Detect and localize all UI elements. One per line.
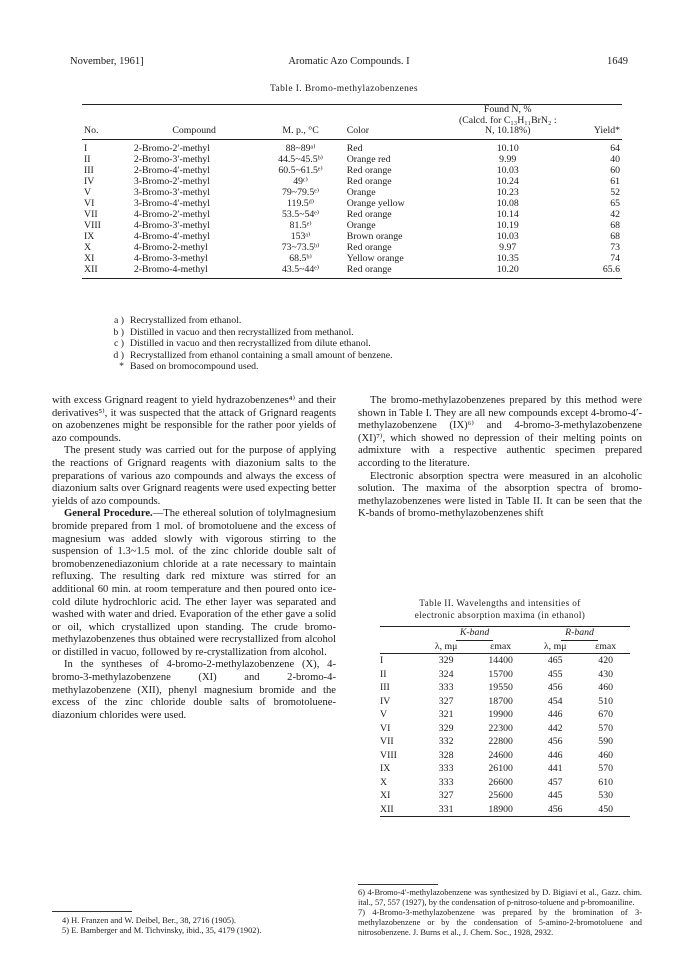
note-marker: b ) xyxy=(113,326,124,338)
header-yield: Yield* xyxy=(593,125,620,136)
paragraph: In the syntheses of 4-bromo-2-methylazobenzene (X), 4-bromo-3-methylazobenzene (XI) and 2-bromo-4-methylazobenzene (XII), phenyl magnesium bromide and the excess of the zinc chloride double salts of bromotoluene-diazonium chlorides were used. xyxy=(52,659,336,721)
cell-no: VI xyxy=(84,197,95,209)
cell-compound-no: VII xyxy=(380,736,394,747)
cell-k-e: 15700 xyxy=(488,668,513,680)
cell-compound-no: XI xyxy=(380,790,391,801)
cell-no: VIII xyxy=(84,219,101,231)
r-emax-header: εmax xyxy=(595,641,617,652)
left-column xyxy=(52,395,336,722)
cell-k-e: 19550 xyxy=(488,682,513,693)
running-head xyxy=(70,56,628,70)
cell-compound: 4-Bromo-2-methyl xyxy=(133,241,208,253)
cell-compound-no: V xyxy=(380,709,388,720)
table-row xyxy=(380,654,630,668)
note-text: Recrystallized from ethanol. xyxy=(130,315,242,326)
cell-no: IV xyxy=(84,175,95,187)
cell-no: IX xyxy=(84,230,95,242)
cell-mp: 153ᵃ⁾ xyxy=(290,230,311,242)
cell-no: XI xyxy=(84,252,95,264)
header-found-line1: Found N, % xyxy=(483,104,532,115)
cell-yield: 68 xyxy=(610,219,620,231)
cell-r-e: 450 xyxy=(598,803,613,815)
cell-yield: 42 xyxy=(610,208,620,220)
cell-found-n: 10.19 xyxy=(496,219,519,231)
cell-mp: 79~79.5ᵉ⁾ xyxy=(282,186,320,198)
footnotes-left xyxy=(62,916,261,936)
header-compound: Compound xyxy=(172,125,216,136)
cell-color: Yellow orange xyxy=(346,252,404,264)
note-marker: * xyxy=(119,361,124,373)
cell-r-e: 570 xyxy=(598,763,613,774)
run-in-heading: General Procedure. xyxy=(64,508,153,520)
cell-found-n: 10.24 xyxy=(496,175,519,187)
table-row xyxy=(380,708,630,722)
table-note xyxy=(110,338,393,350)
cell-compound: 2-Bromo-2′-methyl xyxy=(133,142,210,154)
cell-r-e: 430 xyxy=(598,668,613,680)
note-marker: a ) xyxy=(113,315,124,326)
cell-compound: 4-Bromo-3-methyl xyxy=(133,252,208,264)
cell-k-l: 333 xyxy=(438,763,454,774)
footnote: 7) 4-Bromo-3-methylazobenzene was prepared by the bromination of 3-methylazobenzene or by the condensation of 5-amino-2-bromotoluene and nitrosobenzene. J. Burns et al., J. Chem. Soc., 1928, 2932. xyxy=(358,908,642,937)
issue-date: November, 1961] xyxy=(70,56,144,67)
cell-found-n: 9.99 xyxy=(499,153,517,165)
cell-r-e: 570 xyxy=(598,722,613,734)
cell-mp: 119.5ᵈ⁾ xyxy=(287,197,315,209)
paragraph-body: —The ethereal solution of tolylmagnesium bromide prepared from 1 mol. of bromotoluene and the excess of magnesium was added slowly with vigorous stirring to the suspension of 1.3~1.5 mol. of the zinc chloride double salt of bromobenzenediazonium chloride at a rate necessary to maintain refluxing. The resulting dark red mixture was stirred for an additional 60 min. at room temperature and then poured onto ice-cold dilute hydrochloric acid. The ether layer was separated and washed with water and dried. Evaporation of the ether gave a solid or oil, which crystallized upon standing. The crude bromo-methylazobenzenes thus obtained were recrystallized from alcohol or distilled in vacuo, followed by re-crystallization from alcohol. xyxy=(52,508,336,658)
cell-k-l: 329 xyxy=(438,655,454,666)
table-row xyxy=(380,762,630,776)
cell-k-e: 25600 xyxy=(488,790,513,801)
cell-r-l: 446 xyxy=(547,749,563,761)
footnote: 5) E. Bamberger and M. Tichvinsky, ibid., 35, 4179 (1902). xyxy=(62,926,262,935)
cell-color: Red orange xyxy=(346,208,392,220)
cell-mp: 88~89ᵃ⁾ xyxy=(285,142,316,154)
cell-mp: 68.5ᵇ⁾ xyxy=(289,252,312,264)
cell-no: X xyxy=(84,241,92,253)
table-row xyxy=(82,231,622,242)
cell-r-l: 456 xyxy=(547,803,563,815)
table-row xyxy=(380,789,630,803)
note-marker: c ) xyxy=(113,338,124,350)
r-lambda-header: λ, mμ xyxy=(543,641,567,652)
cell-found-n: 10.08 xyxy=(496,197,519,209)
table-1-body xyxy=(82,139,622,278)
paragraph: The bromo-methylazobenzenes prepared by this method were shown in Table I. They are all new compounds except 4-bromo-4′-methylazobenzene (IX)⁶⁾ and 4-bromo-3-methylazobenzene (XI)⁷⁾, which showed no depression of their melting points on admixture with a respective authentic specimen prepared according to the literature. xyxy=(358,395,642,469)
table-row xyxy=(82,165,622,176)
table-row xyxy=(82,154,622,165)
table-row xyxy=(82,187,622,198)
cell-k-l: 329 xyxy=(438,722,454,734)
header-color: Color xyxy=(346,125,370,136)
paragraph: with excess Grignard reagent to yield hydrazobenzenes⁴⁾ and their derivatives⁵⁾, it was suspected that the attack of Grignard reagents on azobenzenes might be responsible for the rather poor yields of azo compounds. xyxy=(52,395,336,444)
footnote-divider-right xyxy=(358,884,438,885)
cell-mp: 73~73.5ᵇ⁾ xyxy=(281,241,320,253)
note-text: Distilled in vacuo and then recrystallized from dilute ethanol. xyxy=(130,338,371,350)
cell-compound-no: XII xyxy=(380,803,394,815)
cell-k-l: 321 xyxy=(438,709,454,720)
cell-no: II xyxy=(84,153,91,165)
k-band-label: K-band xyxy=(456,627,493,641)
cell-compound: 2-Bromo-4′-methyl xyxy=(133,164,210,176)
cell-yield: 52 xyxy=(610,186,620,198)
cell-k-e: 24600 xyxy=(488,749,513,761)
cell-r-e: 460 xyxy=(598,749,613,761)
cell-color: Red xyxy=(346,142,363,154)
table-1-header-row xyxy=(82,105,622,140)
table-row xyxy=(380,803,630,817)
cell-k-e: 22300 xyxy=(488,722,513,734)
cell-k-l: 328 xyxy=(438,749,454,761)
cell-compound-no: III xyxy=(380,682,390,693)
table-1-caption: Table I. Bromo-methylazobenzenes xyxy=(270,84,418,94)
cell-mp: 60.5~61.5ᵉ⁾ xyxy=(278,164,323,176)
article-title: Aromatic Azo Compounds. I xyxy=(288,56,410,67)
cell-no: VII xyxy=(84,208,98,220)
header-mp: M. p., °C xyxy=(282,125,319,136)
cell-yield: 74 xyxy=(610,252,620,264)
cell-mp: 43.5~44ᵉ⁾ xyxy=(282,263,320,275)
table-row xyxy=(82,264,622,279)
cell-color: Red orange xyxy=(346,164,392,176)
table-note xyxy=(110,350,393,362)
cell-r-e: 510 xyxy=(598,695,613,707)
cell-compound: 3-Bromo-2′-methyl xyxy=(133,175,210,187)
cell-color: Orange red xyxy=(346,153,391,165)
cell-yield: 65.6 xyxy=(602,263,620,275)
note-text: Distilled in vacuo and then recrystallized from methanol. xyxy=(130,326,354,338)
footnote: 6) 4-Bromo-4′-methylazobenzene was synthesized by D. Bigiavi et al., Gazz. chim. ital., 57, 557 (1927), by the condensation of p-nitroso-toluene and p-bromoaniline. xyxy=(358,888,642,907)
table-2-body xyxy=(380,654,630,817)
cell-found-n: 10.10 xyxy=(496,142,519,154)
cell-compound: 4-Bromo-4′-methyl xyxy=(133,230,210,242)
cell-r-l: 465 xyxy=(547,655,563,666)
cell-k-e: 26600 xyxy=(488,776,513,788)
cell-k-l: 327 xyxy=(438,790,454,801)
table-row xyxy=(82,209,622,220)
table-1 xyxy=(82,104,622,279)
cell-compound: 4-Bromo-2′-methyl xyxy=(133,208,210,220)
table-2-caption-line1: Table II. Wavelengths and intensities of xyxy=(419,598,581,608)
cell-r-l: 456 xyxy=(547,682,563,693)
cell-no: III xyxy=(84,164,94,176)
cell-color: Brown orange xyxy=(346,230,403,242)
cell-mp: 49ᶜ⁾ xyxy=(293,175,308,187)
cell-mp: 81.5ᵉ⁾ xyxy=(289,219,312,231)
note-text: Based on bromocompound used. xyxy=(130,361,259,373)
cell-r-e: 420 xyxy=(598,655,613,666)
table-2-caption xyxy=(358,597,642,621)
table-row xyxy=(380,722,630,736)
cell-compound-no: II xyxy=(380,668,387,680)
cell-found-n: 10.03 xyxy=(496,164,519,176)
note-text: Recrystallized from ethanol containing a small amount of benzene. xyxy=(130,349,393,361)
cell-compound-no: IX xyxy=(380,763,391,774)
cell-r-l: 446 xyxy=(547,709,563,720)
r-band-label: R-band xyxy=(561,627,598,641)
cell-r-l: 456 xyxy=(547,736,563,747)
cell-k-l: 324 xyxy=(438,668,454,680)
table-1-notes xyxy=(110,315,393,373)
cell-yield: 68 xyxy=(610,230,620,242)
cell-color: Orange xyxy=(346,186,376,198)
table-2-caption-line2: electronic absorption maxima (in ethanol) xyxy=(414,610,586,620)
cell-found-n: 9.97 xyxy=(499,241,517,253)
table-row xyxy=(82,139,622,154)
cell-yield: 61 xyxy=(610,175,620,187)
cell-compound: 3-Bromo-4′-methyl xyxy=(133,197,210,209)
cell-k-e: 18900 xyxy=(488,803,513,815)
cell-no: XII xyxy=(84,263,98,275)
table-row xyxy=(380,668,630,682)
table-note xyxy=(110,315,393,327)
table-row xyxy=(380,749,630,763)
k-emax-header: εmax xyxy=(490,641,512,652)
cell-k-l: 333 xyxy=(438,682,454,693)
cell-compound: 2-Bromo-4-methyl xyxy=(133,263,208,275)
cell-found-n: 10.14 xyxy=(496,208,519,220)
cell-r-l: 445 xyxy=(547,790,563,801)
cell-r-l: 441 xyxy=(547,763,563,774)
header-found-n xyxy=(440,105,575,140)
cell-r-l: 457 xyxy=(547,776,563,788)
cell-compound-no: VI xyxy=(380,722,391,734)
cell-color: Red orange xyxy=(346,175,392,187)
paragraph: Electronic absorption spectra were measured in an alcoholic solution. The maxima of the absorption spectra of bromo-methylazobenzenes were listed in Table II. It can be seen that the K-bands of bromo-methylazobenzenes shift xyxy=(358,470,642,520)
cell-compound-no: I xyxy=(380,655,384,666)
cell-color: Red orange xyxy=(346,263,392,275)
cell-found-n: 10.23 xyxy=(496,186,519,198)
header-found-line2: (Calcd. for C₁₃H₁₁BrN₂ : xyxy=(458,114,557,126)
cell-k-e: 19900 xyxy=(488,709,513,720)
cell-yield: 40 xyxy=(610,153,620,165)
table-note xyxy=(110,361,393,373)
table-row xyxy=(82,253,622,264)
footnote-divider xyxy=(52,911,132,912)
cell-compound: 4-Bromo-3′-methyl xyxy=(133,219,210,231)
table-row xyxy=(82,220,622,231)
cell-r-l: 455 xyxy=(547,668,563,680)
cell-compound: 3-Bromo-3′-methyl xyxy=(133,186,210,198)
footnotes-right xyxy=(358,888,642,938)
cell-mp: 44.5~45.5ᵇ⁾ xyxy=(278,153,324,165)
table-row xyxy=(82,242,622,253)
page-number: 1649 xyxy=(607,56,628,67)
cell-k-e: 14400 xyxy=(488,655,513,666)
cell-found-n: 10.03 xyxy=(496,230,519,242)
cell-r-l: 454 xyxy=(547,695,563,707)
cell-r-e: 460 xyxy=(598,682,613,693)
cell-no: V xyxy=(84,186,92,198)
table-row xyxy=(380,681,630,695)
cell-color: Red orange xyxy=(346,241,392,253)
cell-no: I xyxy=(84,142,88,154)
table-note xyxy=(110,327,393,339)
cell-r-e: 670 xyxy=(598,709,613,720)
table-2-subheader-row xyxy=(380,641,630,654)
table-row xyxy=(380,735,630,749)
right-column xyxy=(358,395,642,521)
cell-color: Orange xyxy=(346,219,376,231)
cell-mp: 53.5~54ᵉ⁾ xyxy=(282,208,320,220)
cell-k-l: 332 xyxy=(438,736,454,747)
table-row xyxy=(82,176,622,187)
footnote: 4) H. Franzen and W. Deibel, Ber., 38, 2716 (1905). xyxy=(62,916,236,925)
table-2-band-row xyxy=(380,627,630,642)
cell-k-l: 331 xyxy=(438,803,454,815)
cell-yield: 73 xyxy=(610,241,620,253)
cell-found-n: 10.35 xyxy=(496,252,519,264)
k-lambda-header: λ, mμ xyxy=(434,641,458,652)
cell-compound-no: VIII xyxy=(380,749,397,761)
cell-color: Orange yellow xyxy=(346,197,405,209)
cell-compound: 2-Bromo-3′-methyl xyxy=(133,153,210,165)
cell-k-e: 26100 xyxy=(488,763,513,774)
paragraph: The present study was carried out for the purpose of applying the reactions of Grignard reagents with diazonium salts to the preparations of various azo compounds and always the excess of diazonium salts over Grignard reagents were used expecting better yields of azo compounds. xyxy=(52,445,336,507)
cell-k-l: 327 xyxy=(438,695,454,707)
cell-yield: 60 xyxy=(610,164,620,176)
header-found-line3: N, 10.18%) xyxy=(485,125,531,136)
cell-k-e: 18700 xyxy=(488,695,513,707)
table-2 xyxy=(380,626,630,817)
paragraph-general-procedure xyxy=(52,508,336,659)
table-row xyxy=(380,776,630,790)
cell-yield: 65 xyxy=(610,197,620,209)
cell-r-e: 530 xyxy=(598,790,613,801)
cell-compound-no: X xyxy=(380,776,388,788)
cell-compound-no: IV xyxy=(380,695,391,707)
cell-yield: 64 xyxy=(610,142,620,154)
cell-k-e: 22800 xyxy=(488,736,513,747)
cell-found-n: 10.20 xyxy=(496,263,519,275)
note-marker: d ) xyxy=(113,349,124,361)
table-row xyxy=(380,695,630,709)
cell-r-e: 610 xyxy=(598,776,613,788)
cell-r-l: 442 xyxy=(547,722,563,734)
table-row xyxy=(82,198,622,209)
header-no: No. xyxy=(84,125,99,136)
cell-r-e: 590 xyxy=(598,736,613,747)
cell-k-l: 333 xyxy=(438,776,454,788)
